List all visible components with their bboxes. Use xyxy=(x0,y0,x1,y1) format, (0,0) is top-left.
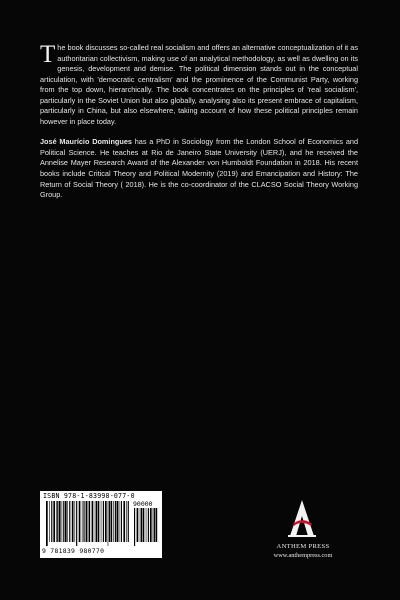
drop-cap: T xyxy=(40,41,56,68)
ean-barcode-bars xyxy=(46,501,130,546)
author-name: José Maurício Domingues xyxy=(40,137,132,147)
ean-digits: 9 781839 980770 xyxy=(42,547,105,555)
anthem-a-logo-icon xyxy=(286,498,318,538)
book-description xyxy=(40,43,358,127)
isbn-barcode xyxy=(40,491,162,558)
author-bio xyxy=(40,137,358,200)
publisher-url: www.anthempress.com xyxy=(273,552,333,559)
author-bio-text: has a PhD in Sociology from the London School of Economics and Political Science. He teaches at Rio de Janeiro State University (UERJ), and he received the Annelise Mayer Research Award of the Alexander von Humboldt Foundation in 2018. His recent books include Critical Theory and Political Modernity (2019) and Emancipation and History: The Return of Social Theory ( 2018). He is the co-coordinator of the CLACSO Social Theory Working Group. xyxy=(40,137,358,200)
description-text: he book discusses so-called real socialism and offers an alternative conceptualization of it as authoritarian collectivism, making use of an analytical methodology, as well as dwelling on its genesis, development and demise. The political dimension stands out in the conceptual articulation, with 'democratic centralism' and the prominence of the Communist Party, working from the top down, hierarchically. The book concentrates on the principles of 'real socialism', particularly in the Soviet Union but also globally, analysing also its present embrace of capitalism, particularly in China, but also elsewhere, taking account of how these political principles remain however in place today. xyxy=(40,43,358,126)
addon-barcode-bars xyxy=(134,508,158,546)
isbn-label: ISBN 978-1-83998-077-0 xyxy=(43,492,135,500)
barcode-addon-number: 90000 xyxy=(133,500,153,508)
cover-text-block xyxy=(40,43,358,211)
publisher-name: ANTHEM PRESS xyxy=(276,543,330,550)
